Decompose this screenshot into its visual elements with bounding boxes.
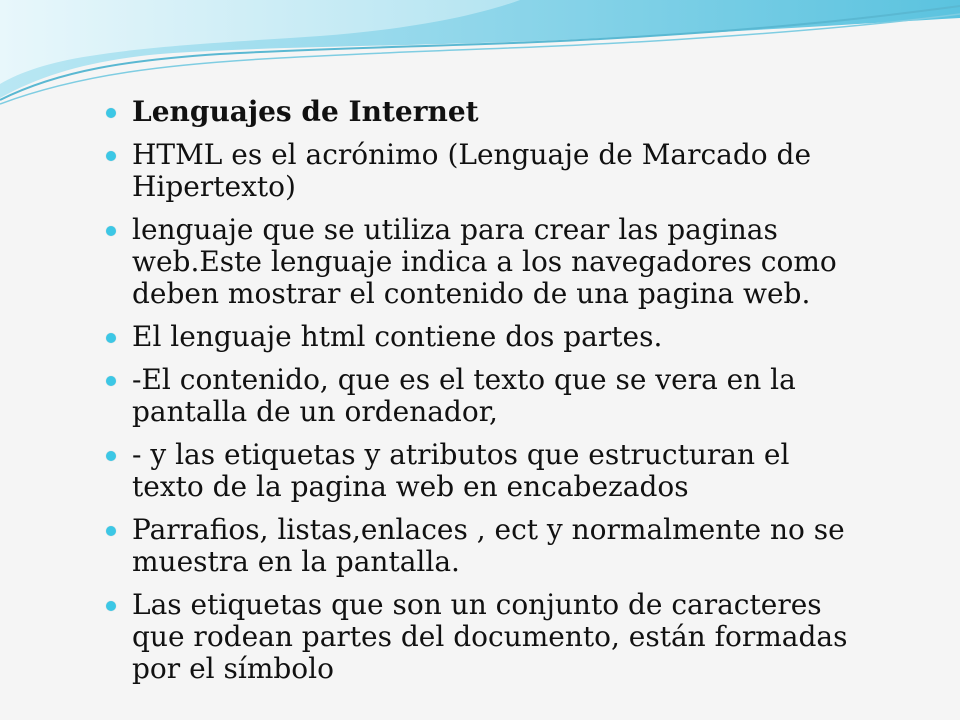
bullet-dot-icon	[106, 451, 116, 461]
bullet-dot-icon	[106, 601, 116, 611]
decorative-wave-header	[0, 0, 960, 110]
bullet-text: lenguaje que se utiliza para crear las paginas web.Este lenguaje indica a los navegadores como deben mostrar el contenido de una pagina web.	[132, 213, 837, 310]
bullet-item	[106, 139, 866, 203]
bullet-dot-icon	[106, 333, 116, 343]
bullet-dot-icon	[106, 526, 116, 536]
bullet-text: - y las etiquetas y atributos que estructuran el texto de la pagina web en encabezados	[132, 438, 790, 503]
bullet-item	[106, 364, 866, 428]
bullet-item	[106, 321, 866, 353]
bullet-item	[106, 514, 866, 578]
bullet-dot-icon	[106, 151, 116, 161]
bullet-text: El lenguaje html contiene dos partes.	[132, 320, 663, 353]
bullet-text: Las etiquetas que son un conjunto de caracteres que rodean partes del documento, están formadas por el símbolo	[132, 588, 848, 685]
bullet-dot-icon	[106, 108, 116, 118]
bullet-item	[106, 214, 866, 310]
bullet-text: Parrafios, listas,enlaces , ect y normalmente no se muestra en la pantalla.	[132, 513, 845, 578]
bullet-item	[106, 96, 866, 128]
bullet-dot-icon	[106, 376, 116, 386]
bullet-item	[106, 439, 866, 503]
bullet-list	[106, 96, 866, 685]
bullet-dot-icon	[106, 226, 116, 236]
bullet-text: Lenguajes de Internet	[132, 95, 479, 128]
bullet-text: -El contenido, que es el texto que se vera en la pantalla de un ordenador,	[132, 363, 796, 428]
bullet-item	[106, 589, 866, 685]
bullet-text: HTML es el acrónimo (Lenguaje de Marcado de Hipertexto)	[132, 138, 812, 203]
slide-content	[106, 96, 866, 696]
